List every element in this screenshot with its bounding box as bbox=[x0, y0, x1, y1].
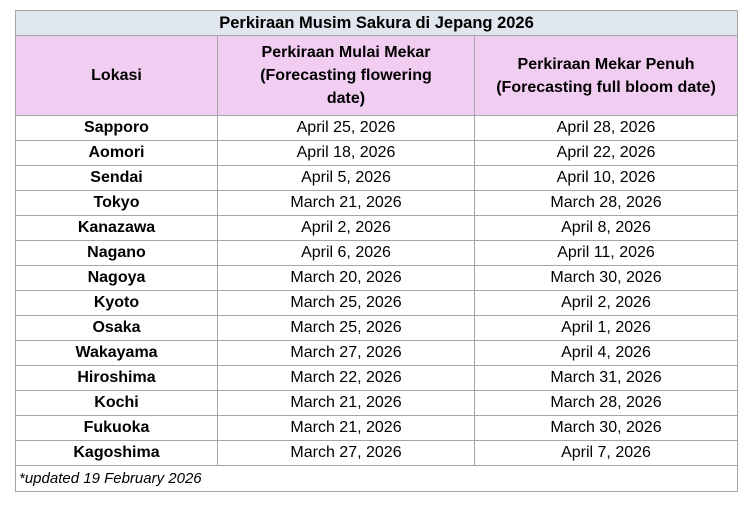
table-row bbox=[16, 191, 738, 216]
location-cell: Tokyo bbox=[16, 191, 218, 216]
table-row bbox=[16, 266, 738, 291]
full-bloom-date-cell: April 8, 2026 bbox=[475, 216, 738, 241]
start-date-cell: April 5, 2026 bbox=[218, 166, 475, 191]
table-row bbox=[16, 366, 738, 391]
full-bloom-date-cell: April 11, 2026 bbox=[475, 241, 738, 266]
location-cell: Kochi bbox=[16, 391, 218, 416]
start-date-cell: March 22, 2026 bbox=[218, 366, 475, 391]
full-bloom-date-cell: March 31, 2026 bbox=[475, 366, 738, 391]
footnote: *updated 19 February 2026 bbox=[16, 466, 738, 492]
table-row bbox=[16, 416, 738, 441]
table-row bbox=[16, 241, 738, 266]
full-bloom-date-cell: April 22, 2026 bbox=[475, 141, 738, 166]
table-row bbox=[16, 316, 738, 341]
full-bloom-date-cell: April 28, 2026 bbox=[475, 116, 738, 141]
location-cell: Sendai bbox=[16, 166, 218, 191]
table-row bbox=[16, 441, 738, 466]
start-date-cell: March 20, 2026 bbox=[218, 266, 475, 291]
start-date-cell: April 2, 2026 bbox=[218, 216, 475, 241]
sakura-forecast-table bbox=[15, 10, 738, 492]
full-bloom-date-cell: April 4, 2026 bbox=[475, 341, 738, 366]
location-cell: Fukuoka bbox=[16, 416, 218, 441]
header-location-label: Lokasi bbox=[91, 67, 142, 84]
full-bloom-date-cell: April 7, 2026 bbox=[475, 441, 738, 466]
location-cell: Nagoya bbox=[16, 266, 218, 291]
header-full-line2: (Forecasting full bloom date) bbox=[496, 78, 716, 96]
start-date-cell: April 18, 2026 bbox=[218, 141, 475, 166]
table-row bbox=[16, 341, 738, 366]
location-cell: Wakayama bbox=[16, 341, 218, 366]
table-row bbox=[16, 166, 738, 191]
start-date-cell: March 25, 2026 bbox=[218, 316, 475, 341]
location-cell: Hiroshima bbox=[16, 366, 218, 391]
full-bloom-date-cell: March 28, 2026 bbox=[475, 191, 738, 216]
start-date-cell: March 27, 2026 bbox=[218, 441, 475, 466]
table-row bbox=[16, 216, 738, 241]
full-bloom-date-cell: April 10, 2026 bbox=[475, 166, 738, 191]
location-cell: Nagano bbox=[16, 241, 218, 266]
full-bloom-date-cell: March 28, 2026 bbox=[475, 391, 738, 416]
header-full-line1: Perkiraan Mekar Penuh bbox=[517, 55, 695, 73]
location-cell: Kagoshima bbox=[16, 441, 218, 466]
header-start-line3: date) bbox=[326, 90, 366, 107]
location-cell: Kanazawa bbox=[16, 216, 218, 241]
location-cell: Osaka bbox=[16, 316, 218, 341]
start-date-cell: March 21, 2026 bbox=[218, 191, 475, 216]
full-bloom-date-cell: April 2, 2026 bbox=[475, 291, 738, 316]
header-location bbox=[16, 36, 218, 116]
sakura-forecast-table-wrapper bbox=[15, 10, 737, 492]
table-row bbox=[16, 141, 738, 166]
table-title: Perkiraan Musim Sakura di Jepang 2026 bbox=[16, 11, 738, 36]
full-bloom-date-cell: April 1, 2026 bbox=[475, 316, 738, 341]
start-date-cell: March 21, 2026 bbox=[218, 416, 475, 441]
header-start-line1: Perkiraan Mulai Mekar bbox=[261, 44, 431, 61]
start-date-cell: March 25, 2026 bbox=[218, 291, 475, 316]
header-full-bloom-date bbox=[475, 36, 738, 116]
table-row bbox=[16, 116, 738, 141]
table-row bbox=[16, 291, 738, 316]
start-date-cell: April 6, 2026 bbox=[218, 241, 475, 266]
footnote-row bbox=[16, 466, 738, 492]
full-bloom-date-cell: March 30, 2026 bbox=[475, 266, 738, 291]
table-row bbox=[16, 391, 738, 416]
start-date-cell: April 25, 2026 bbox=[218, 116, 475, 141]
header-start-line2: (Forecasting flowering bbox=[260, 67, 432, 84]
location-cell: Aomori bbox=[16, 141, 218, 166]
title-row bbox=[16, 11, 738, 36]
header-start-date bbox=[218, 36, 475, 116]
full-bloom-date-cell: March 30, 2026 bbox=[475, 416, 738, 441]
start-date-cell: March 27, 2026 bbox=[218, 341, 475, 366]
location-cell: Kyoto bbox=[16, 291, 218, 316]
header-row bbox=[16, 36, 738, 116]
start-date-cell: March 21, 2026 bbox=[218, 391, 475, 416]
location-cell: Sapporo bbox=[16, 116, 218, 141]
